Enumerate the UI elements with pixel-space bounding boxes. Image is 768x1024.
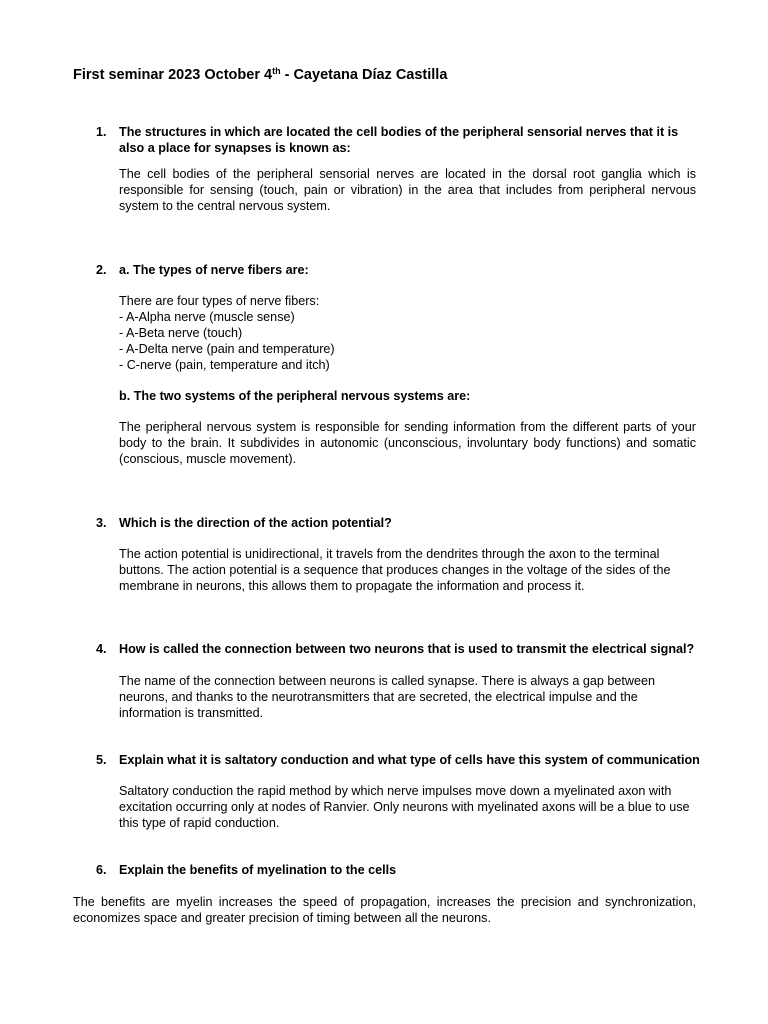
- answer-5: Saltatory conduction the rapid method by which nerve impulses move down a myelinated axon with excitation occurring only at nodes of Ranvier. Only neurons with myelinated axons will be a blue to use this type of rapid conduction.: [119, 784, 690, 830]
- question-text: Which is the direction of the action potential?: [119, 516, 392, 530]
- question-number: 4.: [96, 642, 107, 656]
- title-prefix: First seminar 2023 October 4: [73, 67, 273, 83]
- list-item: - C-nerve (pain, temperature and itch): [119, 358, 330, 372]
- question-number: 6.: [96, 863, 107, 877]
- answer-3: The action potential is unidirectional, it travels from the dendrites through the axon to the terminal buttons. The action potential is a sequence that produces changes in the voltage of the sides of the membrane in neurons, this allows them to propagate the information and process it.: [119, 547, 671, 593]
- subquestion-2b: b. The two systems of the peripheral nervous systems are:: [119, 389, 471, 403]
- question-text: How is called the connection between two neurons that is used to transmit the electrical signal?: [119, 642, 695, 656]
- document-title: [73, 66, 447, 83]
- list-item: - A-Alpha nerve (muscle sense): [119, 310, 295, 324]
- answer-1: The cell bodies of the peripheral sensorial nerves are located in the dorsal root ganglia which is responsible for sensing (touch, pain or vibration) in the area that includes from peripheral nervous system to the central nervous system.: [119, 167, 696, 213]
- answer-2b: The peripheral nervous system is responsible for sending information from the different parts of your body to the brain. It subdivides in autonomic (unconscious, involuntary body functions) and somatic (conscious, muscle movement).: [119, 420, 696, 466]
- list-item: - A-Beta nerve (touch): [119, 326, 243, 340]
- answer-6: The benefits are myelin increases the speed of propagation, increases the precision and synchronization, economizes space and greater precision of timing between all the neurons.: [73, 895, 696, 925]
- question-number: 5.: [96, 753, 107, 767]
- question-number: 2.: [96, 263, 107, 277]
- list-intro: There are four types of nerve fibers:: [119, 294, 320, 308]
- title-suffix: - Cayetana Díaz Castilla: [280, 67, 448, 83]
- question-text: Explain the benefits of myelination to the cells: [119, 863, 397, 877]
- title-superscript: th: [272, 66, 281, 76]
- question-text: Explain what it is saltatory conduction and what type of cells have this system of communication: [119, 753, 700, 767]
- question-text: The structures in which are located the cell bodies of the peripheral sensorial nerves that it is also a place for synapses is known as:: [119, 125, 679, 155]
- question-text: a. The types of nerve fibers are:: [119, 263, 309, 277]
- question-number: 1.: [96, 125, 107, 139]
- question-number: 3.: [96, 516, 107, 530]
- list-item: - A-Delta nerve (pain and temperature): [119, 342, 335, 356]
- nerve-fiber-list: [119, 293, 696, 373]
- answer-4: The name of the connection between neurons is called synapse. There is always a gap between neurons, and thanks to the neurotransmitters that are secreted, the electrical impulse and the information is transmitted.: [119, 674, 656, 720]
